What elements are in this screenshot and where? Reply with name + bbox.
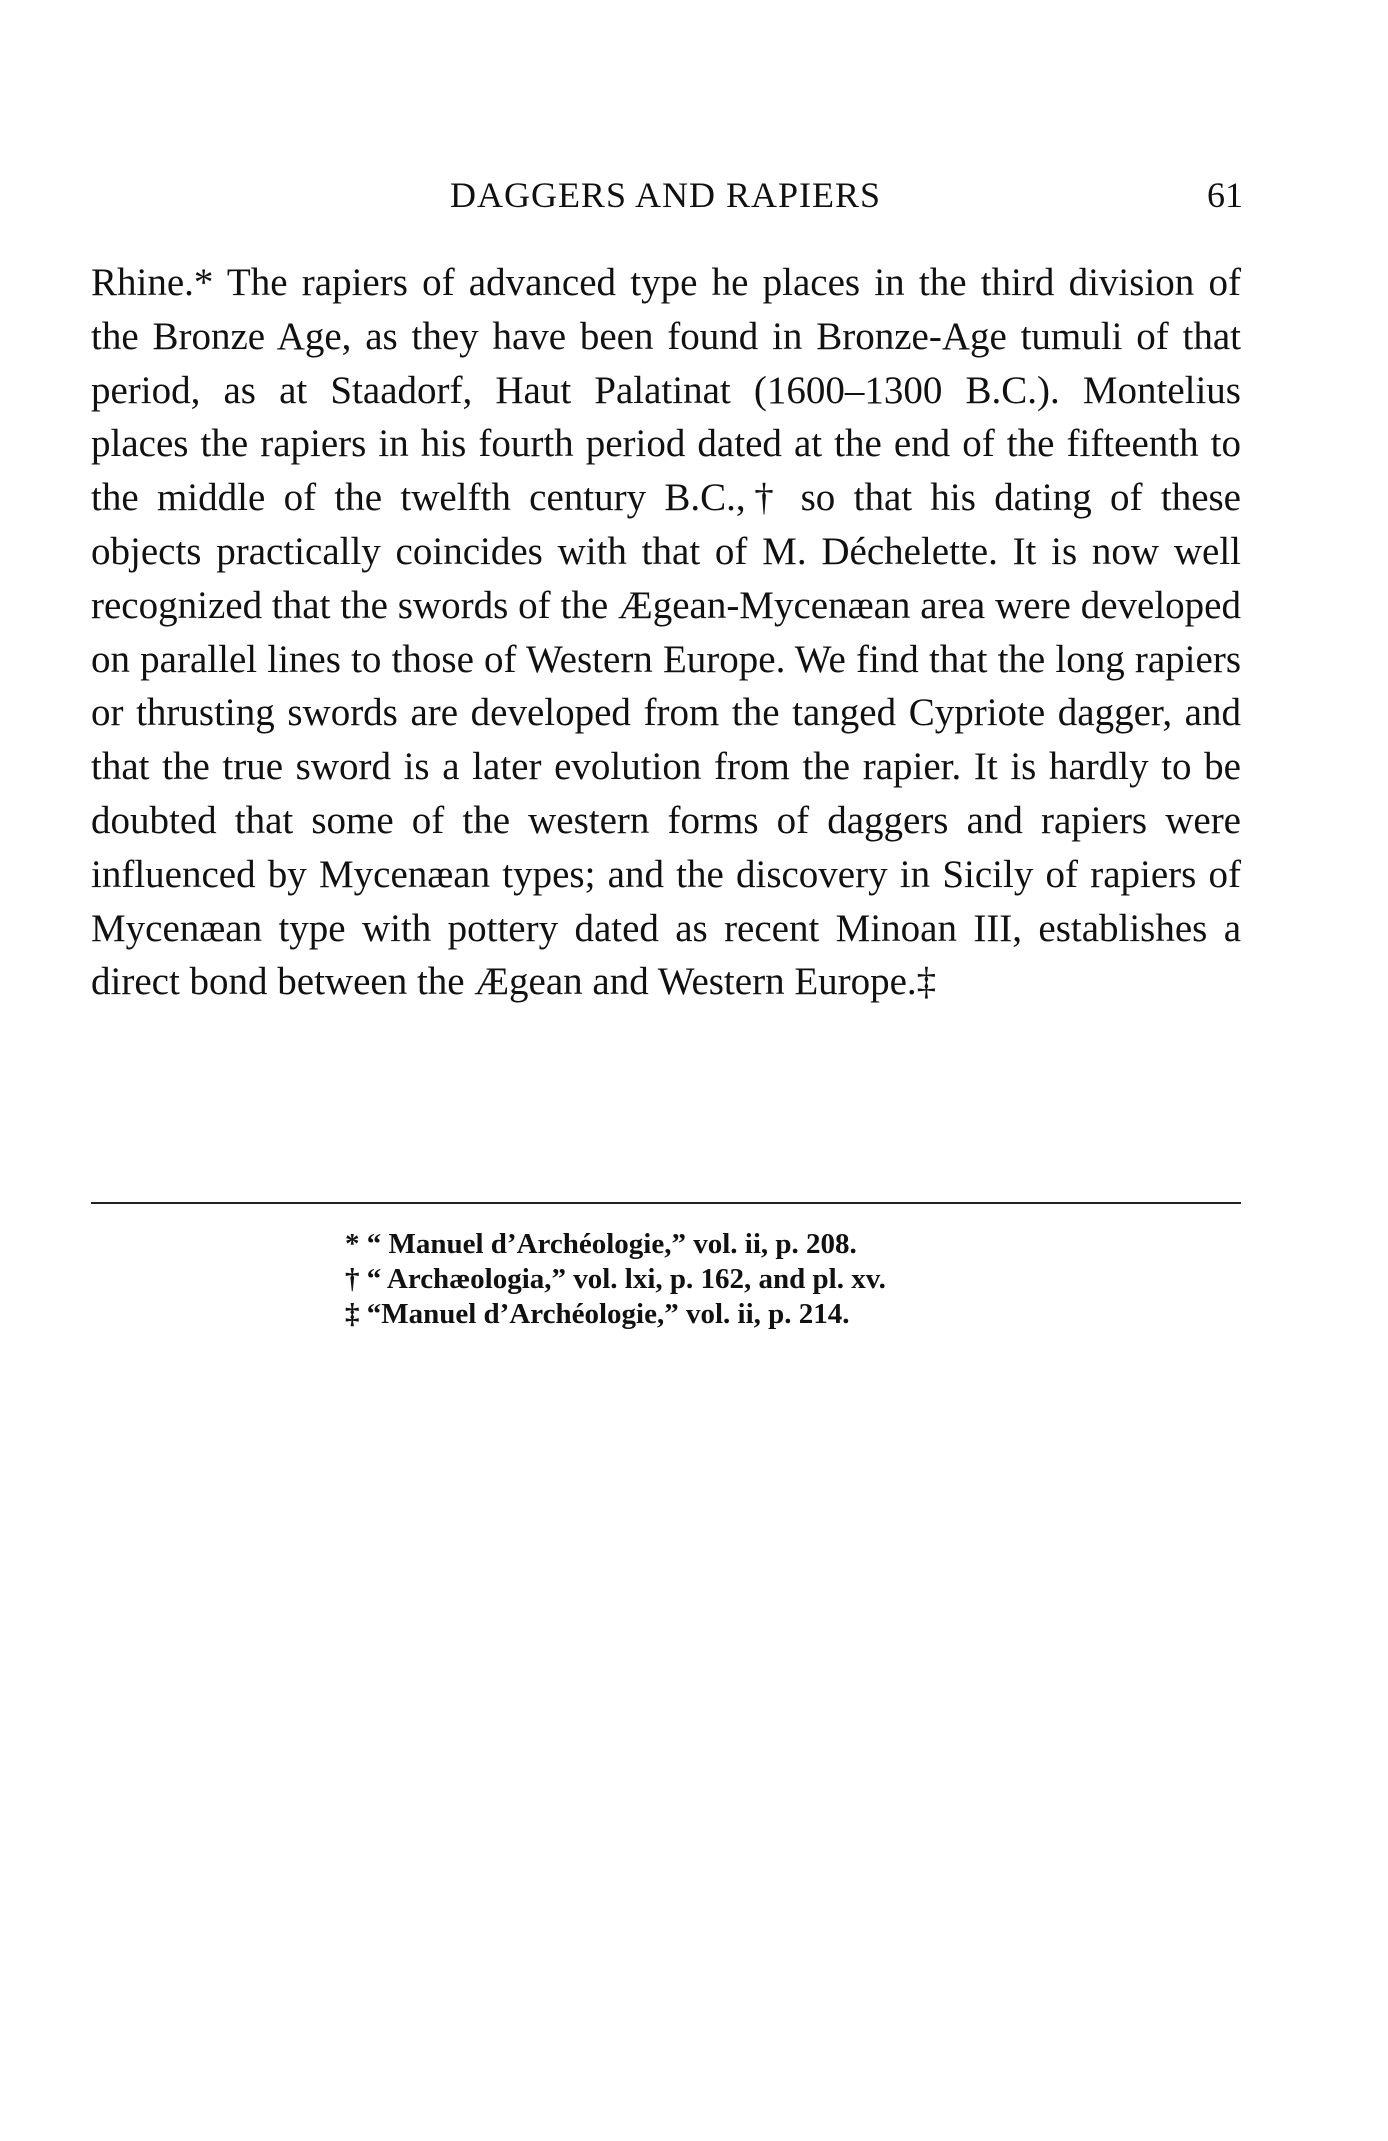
footnotes bbox=[345, 1227, 1145, 1332]
footnote-3: ‡ “Manuel d’Archéologie,” vol. ii, p. 214. bbox=[345, 1298, 850, 1330]
body-paragraph: Rhine.* The rapiers of advanced type he places in the third division of the Bronze Age, as they have been found in Bronze-Age tumuli of that period, as at Staadorf, Haut Palatinat (1600–1300 B.C.). Montelius places the rapiers in his fourth period dated at the end of the fifteenth to the middle of the twelfth century B.C.,† so that his dating of these objects practically coincides with that of M. Déchelette. It is now well recognized that the swords of the Ægean-Mycenæan area were developed on parallel lines to those of Western Europe. We find that the long rapiers or thrusting swords are developed from the tanged Cypriote dagger, and that the true sword is a later evolution from the rapier. It is hardly to be doubted that some of the western forms of daggers and rapiers were influenced by Mycenæan types; and the discovery in Sicily of rapiers of Mycenæan type with pottery dated as recent Minoan III, establishes a direct bond between the Ægean and Western Europe.‡ bbox=[91, 261, 1241, 1004]
footnote-1: * “ Manuel d’Archéologie,” vol. ii, p. 208. bbox=[345, 1228, 857, 1260]
running-head bbox=[88, 170, 1243, 220]
footnote-divider bbox=[91, 1202, 1241, 1204]
footnote-2: † “ Archæologia,” vol. lxi, p. 162, and pl. xv. bbox=[345, 1263, 886, 1295]
page-number: 61 bbox=[1207, 175, 1243, 215]
running-title: DAGGERS AND RAPIERS bbox=[449, 175, 882, 215]
